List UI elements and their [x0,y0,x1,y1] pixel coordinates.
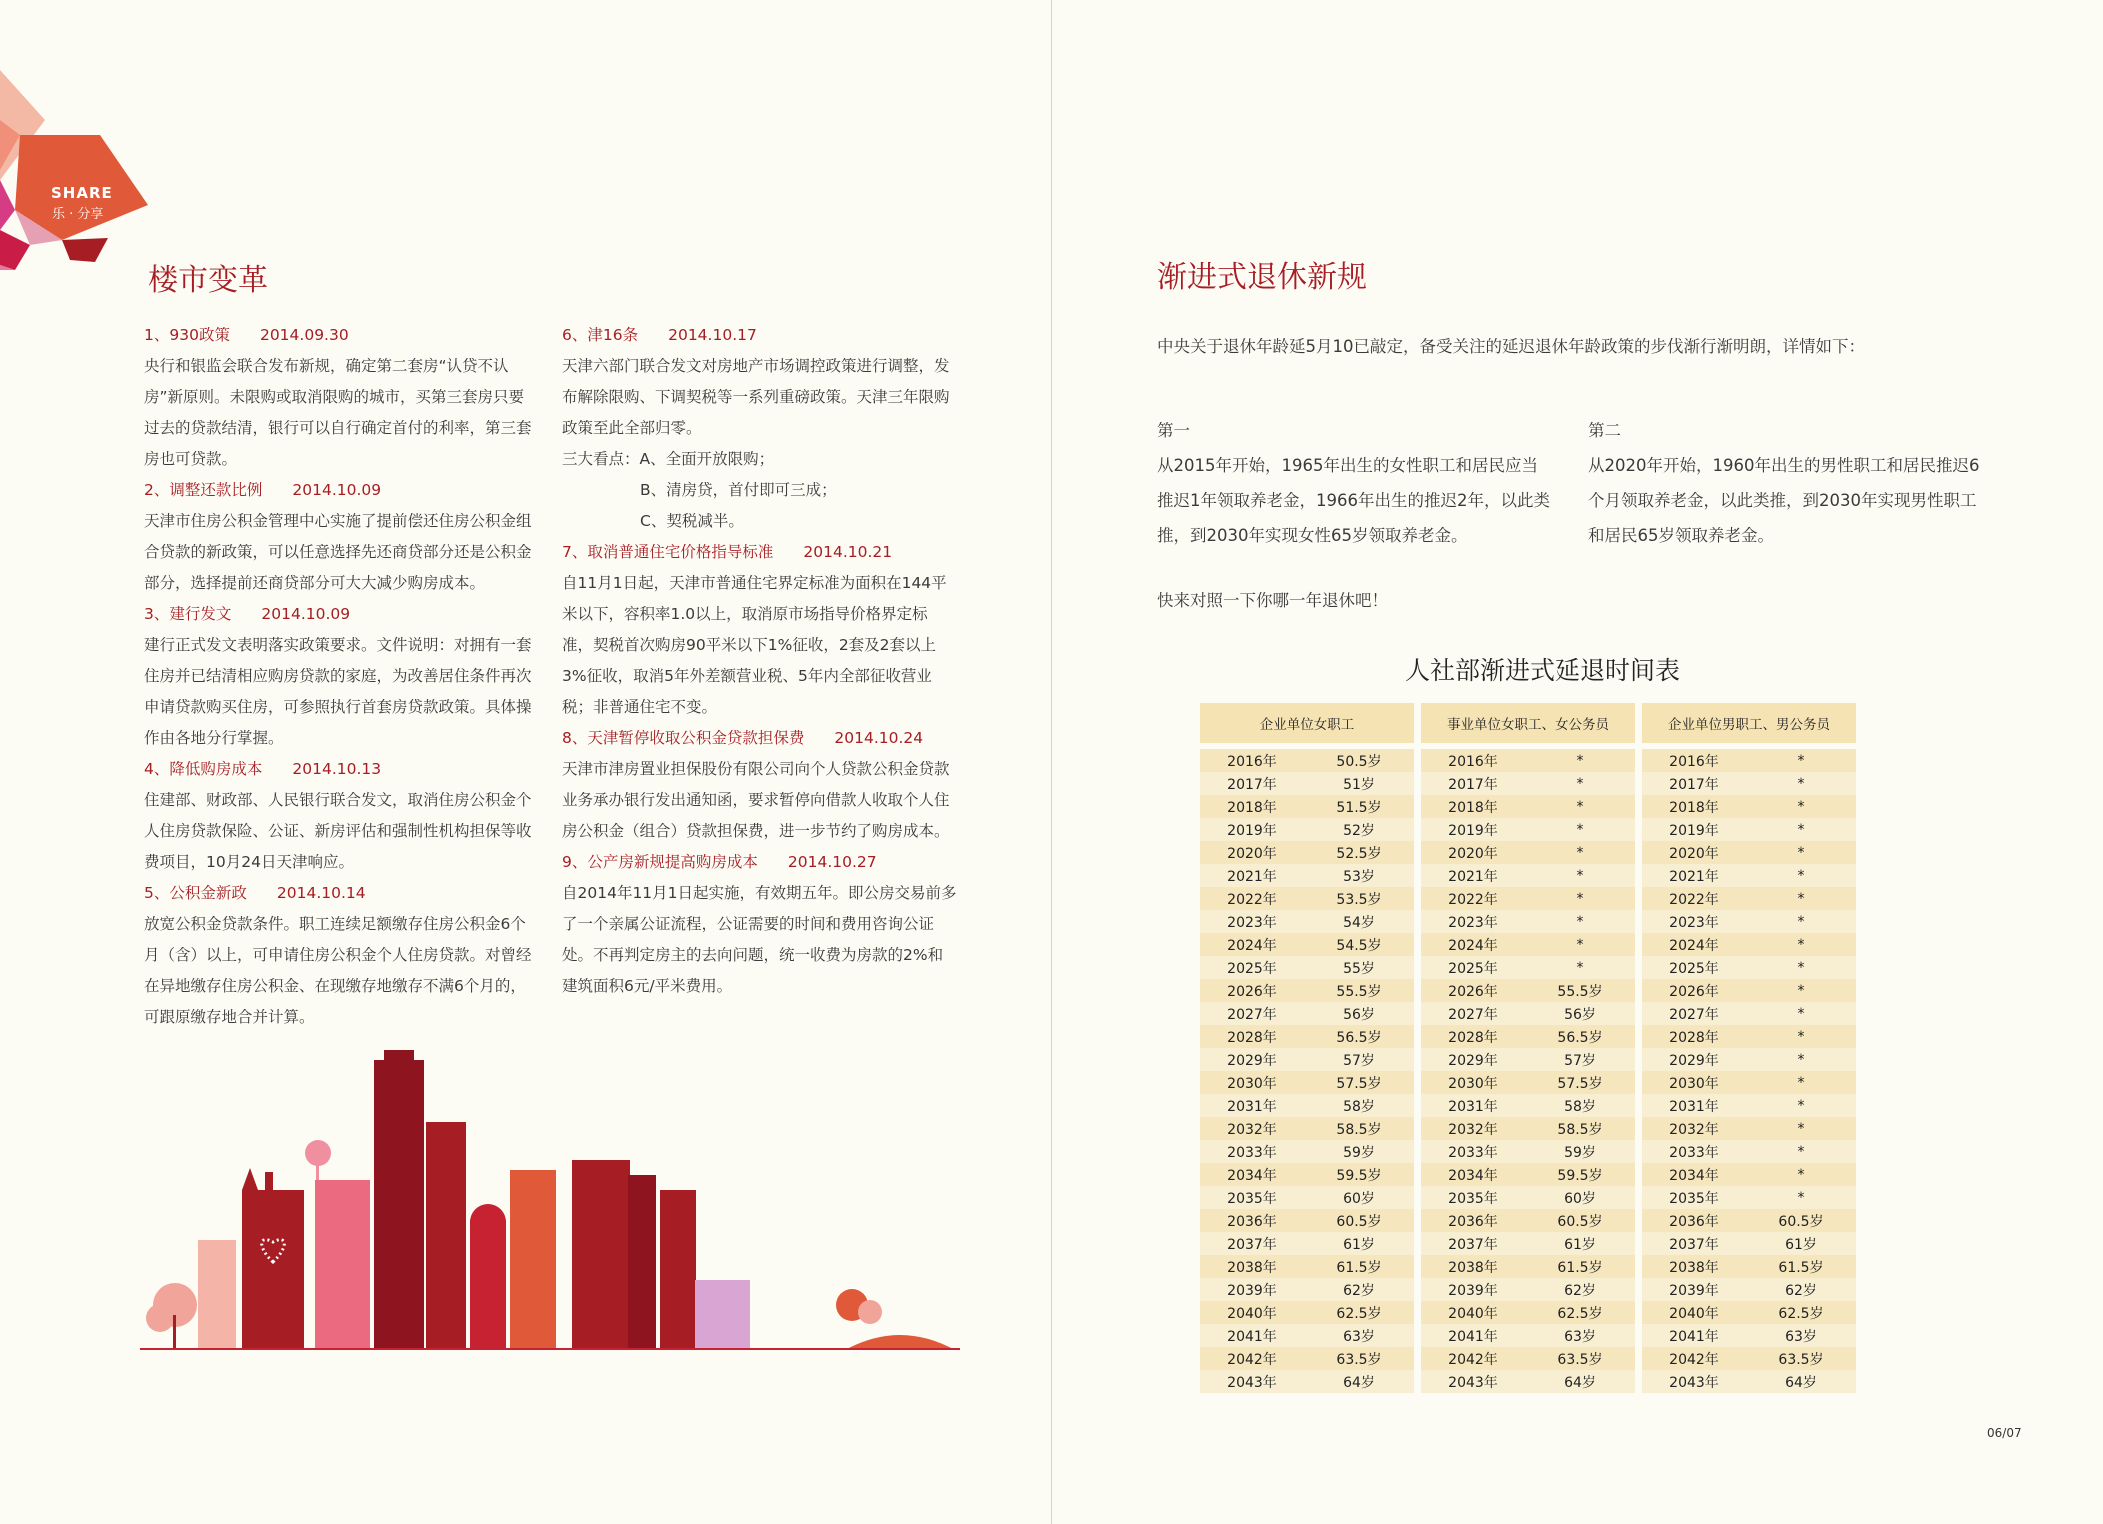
table-cell-year: 2032年 [1642,1117,1746,1140]
table-cell-age: 54.5岁 [1304,933,1414,956]
policy-text: 人住房贷款保险、公证、新房评估和强制性机构担保等收 [144,822,532,840]
table-row [1200,1301,1856,1324]
table-cell-age: 56岁 [1304,1002,1414,1025]
table-header-row [1200,703,1856,743]
table-cell-year: 2035年 [1421,1186,1525,1209]
table-cell-year: 2037年 [1421,1232,1525,1255]
table-row [1200,1140,1856,1163]
table-cell-year: 2030年 [1200,1071,1304,1094]
table-row [1200,1094,1856,1117]
table-row [1200,1002,1856,1025]
table-cell-age: * [1525,910,1635,933]
table-cell-year: 2016年 [1421,749,1525,772]
table-cell-year: 2031年 [1421,1094,1525,1117]
policy-text: 房也可贷款。 [144,450,238,468]
table-cell-year: 2022年 [1421,887,1525,910]
policy-text: C、契税减半。 [640,512,744,530]
table-cell-year: 2040年 [1642,1301,1746,1324]
table-cell-age: 62.5岁 [1304,1301,1414,1324]
table-cell-age: 53岁 [1304,864,1414,887]
left-section-title: 楼市变革 [148,263,268,298]
policy-column-1 [144,320,539,1033]
table-cell-age: 63岁 [1525,1324,1635,1347]
table-cell-age: * [1746,795,1856,818]
table-cell-year: 2034年 [1200,1163,1304,1186]
table-cell-year: 2017年 [1421,772,1525,795]
table-cell-year: 2022年 [1642,887,1746,910]
table-cell-year: 2031年 [1642,1094,1746,1117]
policy-text: 天津六部门联合发文对房地产市场调控政策进行调整，发 [562,357,950,375]
table-header: 企业单位女职工 [1200,703,1414,743]
policy-text: 过去的贷款结清，银行可以自行确定首付的利率，第三套 [144,419,532,437]
table-cell-age: 64岁 [1525,1370,1635,1393]
table-cell-age: 57岁 [1304,1048,1414,1071]
rule-text: 从2020年开始，1960年出生的男性职工和居民推迟6 [1588,456,1980,475]
policy-text: 住建部、财政部、人民银行联合发文，取消住房公积金个 [144,791,532,809]
table-row [1200,1324,1856,1347]
table-cell-age: 55.5岁 [1525,979,1635,1002]
table-cell-age: * [1746,864,1856,887]
table-cell-year: 2023年 [1200,910,1304,933]
table-cell-age: * [1746,749,1856,772]
table-cell-age: 59岁 [1525,1140,1635,1163]
table-cell-age: 62岁 [1746,1278,1856,1301]
table-cell-year: 2019年 [1421,818,1525,841]
table-row [1200,841,1856,864]
policy-text: B、清房贷，首付即可三成； [640,481,837,499]
table-row [1200,1025,1856,1048]
table-cell-age: * [1525,956,1635,979]
table-cell-age: 58岁 [1304,1094,1414,1117]
table-cell-year: 2033年 [1421,1140,1525,1163]
table-cell-year: 2033年 [1642,1140,1746,1163]
table-row [1200,933,1856,956]
table-cell-age: * [1746,1186,1856,1209]
table-cell-year: 2017年 [1200,772,1304,795]
table-cell-year: 2022年 [1200,887,1304,910]
policy-text: 住房并已结清相应购房贷款的家庭，为改善居住条件再次 [144,667,532,685]
table-row [1200,1370,1856,1393]
table-cell-year: 2041年 [1200,1324,1304,1347]
table-cell-year: 2027年 [1642,1002,1746,1025]
city-skyline-illustration [140,1050,960,1350]
table-row [1200,772,1856,795]
table-row [1200,1232,1856,1255]
table-cell-year: 2026年 [1642,979,1746,1002]
policy-text: 处。不再判定房主的去向问题，统一收费为房款的2%和 [562,946,944,964]
table-row [1200,910,1856,933]
table-cell-year: 2038年 [1642,1255,1746,1278]
policy-text: 米以下，容积率1.0以上，取消原市场指导价格界定标 [562,605,928,623]
policy-item-head: 1、930政策 2014.09.30 [144,326,349,344]
rule-first [1157,413,1567,553]
table-row [1200,1071,1856,1094]
policy-item-head: 4、降低购房成本 2014.10.13 [144,760,382,778]
table-cell-age: 57.5岁 [1525,1071,1635,1094]
table-cell-year: 2023年 [1421,910,1525,933]
table-cell-year: 2027年 [1421,1002,1525,1025]
table-cell-year: 2043年 [1642,1370,1746,1393]
policy-text: 3%征收，取消5年外差额营业税、5年内全部征收营业 [562,667,932,685]
policy-text: 房公积金（组合）贷款担保费，进一步节约了购房成本。 [562,822,950,840]
table-cell-age: 61岁 [1746,1232,1856,1255]
table-cell-age: 56岁 [1525,1002,1635,1025]
table-cell-year: 2040年 [1421,1301,1525,1324]
table-cell-age: * [1525,772,1635,795]
table-cell-age: 62岁 [1525,1278,1635,1301]
table-row [1200,749,1856,772]
table-cell-age: * [1746,1094,1856,1117]
policy-text: 月（含）以上，可申请住房公积金个人住房贷款。对曾经 [144,946,532,964]
table-cell-age: 60.5岁 [1304,1209,1414,1232]
policy-column-2 [562,320,957,1002]
table-cell-year: 2021年 [1642,864,1746,887]
table-cell-age: * [1525,841,1635,864]
table-cell-age: * [1525,864,1635,887]
policy-item-head: 5、公积金新政 2014.10.14 [144,884,366,902]
table-cell-age: 62岁 [1304,1278,1414,1301]
rule-label: 第二 [1588,421,1621,440]
policy-item-head: 7、取消普通住宅价格指导标准 2014.10.21 [562,543,893,561]
table-cell-age: 54岁 [1304,910,1414,933]
table-cell-age: 63.5岁 [1525,1347,1635,1370]
table-cell-age: 60岁 [1525,1186,1635,1209]
table-cell-year: 2021年 [1200,864,1304,887]
policy-item-head: 9、公产房新规提高购房成本 2014.10.27 [562,853,877,871]
table-cell-year: 2027年 [1200,1002,1304,1025]
table-cell-year: 2036年 [1642,1209,1746,1232]
table-cell-age: 52岁 [1304,818,1414,841]
rule-text: 和居民65岁领取养老金。 [1588,526,1774,545]
table-cell-age: * [1746,887,1856,910]
table-cell-age: * [1525,887,1635,910]
rule-text: 推，到2030年实现女性65岁领取养老金。 [1157,526,1468,545]
table-cell-year: 2035年 [1200,1186,1304,1209]
logo-polygons-icon [0,60,160,270]
policy-text: 业务承办银行发出通知函，要求暂停向借款人收取个人住 [562,791,950,809]
table-cell-year: 2043年 [1200,1370,1304,1393]
table-cell-year: 2019年 [1642,818,1746,841]
table-cell-year: 2030年 [1421,1071,1525,1094]
table-row [1200,979,1856,1002]
table-row [1200,1163,1856,1186]
logo-title: SHARE [51,184,113,202]
table-cell-age: 56.5岁 [1525,1025,1635,1048]
retirement-table [1200,703,1856,1393]
table-cell-age: 58.5岁 [1525,1117,1635,1140]
table-cell-year: 2030年 [1642,1071,1746,1094]
table-cell-year: 2034年 [1421,1163,1525,1186]
table-cell-year: 2039年 [1642,1278,1746,1301]
table-row [1200,864,1856,887]
table-row [1200,818,1856,841]
table-cell-year: 2042年 [1421,1347,1525,1370]
policy-text: 部分，选择提前还商贷部分可大大减少购房成本。 [144,574,486,592]
table-row [1200,1278,1856,1301]
table-cell-year: 2020年 [1642,841,1746,864]
table-cell-age: * [1746,1002,1856,1025]
table-cell-year: 2028年 [1200,1025,1304,1048]
table-cell-year: 2035年 [1642,1186,1746,1209]
table-cell-year: 2032年 [1200,1117,1304,1140]
policy-text: 在异地缴存住房公积金、在现缴存地缴存不满6个月的， [144,977,526,995]
table-cell-year: 2037年 [1642,1232,1746,1255]
table-cell-year: 2020年 [1200,841,1304,864]
table-cell-age: 60岁 [1304,1186,1414,1209]
table-cell-age: 58.5岁 [1304,1117,1414,1140]
table-cell-year: 2041年 [1421,1324,1525,1347]
table-cell-year: 2023年 [1642,910,1746,933]
table-cell-age: 59.5岁 [1525,1163,1635,1186]
table-cell-year: 2042年 [1642,1347,1746,1370]
table-cell-age: * [1746,910,1856,933]
table-cell-age: 51岁 [1304,772,1414,795]
right-section-title: 渐进式退休新规 [1157,260,1367,295]
table-row [1200,956,1856,979]
retirement-cta: 快来对照一下你哪一年退休吧！ [1157,591,1388,610]
table-row [1200,795,1856,818]
table-cell-age: * [1746,933,1856,956]
table-cell-age: 61岁 [1304,1232,1414,1255]
table-cell-year: 2024年 [1200,933,1304,956]
table-cell-year: 2037年 [1200,1232,1304,1255]
table-cell-year: 2025年 [1200,956,1304,979]
table-cell-year: 2029年 [1200,1048,1304,1071]
table-cell-year: 2018年 [1642,795,1746,818]
rule-label: 第一 [1157,421,1190,440]
table-header: 企业单位男职工、男公务员 [1642,703,1856,743]
table-cell-age: 53.5岁 [1304,887,1414,910]
table-cell-age: * [1746,979,1856,1002]
table-row [1200,1117,1856,1140]
table-cell-year: 2018年 [1200,795,1304,818]
page-number: 06/07 [1987,1426,2022,1440]
table-cell-age: 59岁 [1304,1140,1414,1163]
table-row [1200,1048,1856,1071]
table-row [1200,1209,1856,1232]
policy-item-head: 8、天津暂停收取公积金贷款担保费 2014.10.24 [562,729,924,747]
table-cell-year: 2025年 [1642,956,1746,979]
table-cell-year: 2039年 [1421,1278,1525,1301]
rule-text: 从2015年开始，1965年出生的女性职工和居民应当 [1157,456,1538,475]
table-cell-year: 2042年 [1200,1347,1304,1370]
policy-text: 房”新原则。未限购或取消限购的城市，买第三套房只要 [144,388,525,406]
policy-text: 自11月1日起，天津市普通住宅界定标准为面积在144平 [562,574,947,592]
logo-subtitle: 乐 · 分享 [52,207,104,222]
table-cell-year: 2016年 [1642,749,1746,772]
table-cell-year: 2043年 [1421,1370,1525,1393]
table-cell-year: 2025年 [1421,956,1525,979]
table-row [1200,1255,1856,1278]
table-cell-year: 2032年 [1421,1117,1525,1140]
table-cell-age: 52.5岁 [1304,841,1414,864]
table-cell-age: * [1525,749,1635,772]
table-cell-age: * [1746,1163,1856,1186]
policy-text: 了一个亲属公证流程，公证需要的时间和费用咨询公证 [562,915,935,933]
policy-text: 建行正式发文表明落实政策要求。文件说明：对拥有一套 [144,636,532,654]
table-title: 人社部渐进式延退时间表 [1405,656,1681,685]
policy-text: 准，契税首次购房90平米以下1%征收，2套及2套以上 [562,636,937,654]
table-cell-year: 2036年 [1200,1209,1304,1232]
policy-text: 三大看点：A、全面开放限购； [562,450,775,468]
table-cell-age: * [1746,1140,1856,1163]
table-cell-age: 61.5岁 [1525,1255,1635,1278]
table-cell-age: * [1746,772,1856,795]
table-cell-age: * [1525,933,1635,956]
table-cell-age: * [1525,818,1635,841]
table-cell-year: 2038年 [1200,1255,1304,1278]
table-cell-age: 60.5岁 [1525,1209,1635,1232]
policy-text: 自2014年11月1日起实施，有效期五年。即公房交易前多 [562,884,957,902]
policy-text: 申请贷款购买住房，可参照执行首套房贷款政策。具体操 [144,698,532,716]
policy-text: 政策至此全部归零。 [562,419,702,437]
table-cell-year: 2040年 [1200,1301,1304,1324]
table-cell-year: 2033年 [1200,1140,1304,1163]
policy-text: 建筑面积6元/平米费用。 [562,977,733,995]
table-cell-year: 2018年 [1421,795,1525,818]
table-cell-age: * [1746,818,1856,841]
table-cell-age: * [1746,1071,1856,1094]
table-cell-age: 60.5岁 [1746,1209,1856,1232]
policy-text: 天津市津房置业担保股份有限公司向个人贷款公积金贷款 [562,760,950,778]
table-cell-year: 2028年 [1642,1025,1746,1048]
table-cell-age: 51.5岁 [1304,795,1414,818]
table-cell-age: * [1525,795,1635,818]
table-cell-age: 55.5岁 [1304,979,1414,1002]
table-cell-year: 2024年 [1421,933,1525,956]
table-cell-year: 2034年 [1642,1163,1746,1186]
table-cell-age: 61岁 [1525,1232,1635,1255]
table-cell-age: 63岁 [1746,1324,1856,1347]
policy-text: 天津市住房公积金管理中心实施了提前偿还住房公积金组 [144,512,532,530]
policy-item-head: 3、建行发文 2014.10.09 [144,605,351,623]
table-cell-year: 2029年 [1421,1048,1525,1071]
table-header: 事业单位女职工、女公务员 [1421,703,1635,743]
table-cell-age: 59.5岁 [1304,1163,1414,1186]
policy-text: 税；非普通住宅不变。 [562,698,718,716]
table-cell-year: 2039年 [1200,1278,1304,1301]
table-cell-year: 2016年 [1200,749,1304,772]
policy-text: 合贷款的新政策，可以任意选择先还商贷部分还是公积金 [144,543,532,561]
table-row [1200,887,1856,910]
table-cell-age: 58岁 [1525,1094,1635,1117]
table-cell-age: 57.5岁 [1304,1071,1414,1094]
table-cell-age: 50.5岁 [1304,749,1414,772]
table-row [1200,1347,1856,1370]
table-cell-age: 57岁 [1525,1048,1635,1071]
table-cell-age: * [1746,841,1856,864]
table-cell-age: 62.5岁 [1746,1301,1856,1324]
table-cell-age: 63岁 [1304,1324,1414,1347]
policy-text: 布解除限购、下调契税等一系列重磅政策。天津三年限购 [562,388,950,406]
table-cell-year: 2036年 [1421,1209,1525,1232]
table-cell-age: * [1746,1117,1856,1140]
retirement-intro: 中央关于退休年龄延5月10已敲定，备受关注的延迟退休年龄政策的步伐渐行渐明朗，详情如下： [1157,337,1865,356]
table-cell-year: 2038年 [1421,1255,1525,1278]
rule-second [1588,413,1998,553]
table-cell-age: * [1746,1048,1856,1071]
policy-text: 放宽公积金贷款条件。职工连续足额缴存住房公积金6个 [144,915,526,933]
table-cell-age: 64岁 [1746,1370,1856,1393]
policy-text: 费项目，10月24日天津响应。 [144,853,354,871]
table-cell-age: 56.5岁 [1304,1025,1414,1048]
table-cell-age: 63.5岁 [1746,1347,1856,1370]
table-cell-age: 61.5岁 [1746,1255,1856,1278]
table-cell-year: 2026年 [1421,979,1525,1002]
table-cell-age: * [1746,956,1856,979]
table-cell-year: 2028年 [1421,1025,1525,1048]
policy-item-head: 2、调整还款比例 2014.10.09 [144,481,382,499]
table-cell-age: 61.5岁 [1304,1255,1414,1278]
table-cell-age: 55岁 [1304,956,1414,979]
table-cell-age: 63.5岁 [1304,1347,1414,1370]
policy-text: 央行和银监会联合发布新规，确定第二套房“认贷不认 [144,357,509,375]
table-cell-year: 2021年 [1421,864,1525,887]
policy-text: 作由各地分行掌握。 [144,729,284,747]
rule-text: 推迟1年领取养老金，1966年出生的推迟2年，以此类 [1157,491,1550,510]
table-cell-age: 62.5岁 [1525,1301,1635,1324]
table-cell-age: * [1746,1025,1856,1048]
table-cell-year: 2041年 [1642,1324,1746,1347]
table-cell-age: 64岁 [1304,1370,1414,1393]
table-cell-year: 2020年 [1421,841,1525,864]
table-cell-year: 2019年 [1200,818,1304,841]
share-logo [0,60,160,270]
table-cell-year: 2024年 [1642,933,1746,956]
table-cell-year: 2029年 [1642,1048,1746,1071]
policy-text: 可跟原缴存地合并计算。 [144,1008,315,1026]
policy-item-head: 6、津16条 2014.10.17 [562,326,757,344]
table-row [1200,1186,1856,1209]
table-cell-year: 2026年 [1200,979,1304,1002]
rule-text: 个月领取养老金，以此类推，到2030年实现男性职工 [1588,491,1977,510]
table-cell-year: 2031年 [1200,1094,1304,1117]
table-cell-year: 2017年 [1642,772,1746,795]
